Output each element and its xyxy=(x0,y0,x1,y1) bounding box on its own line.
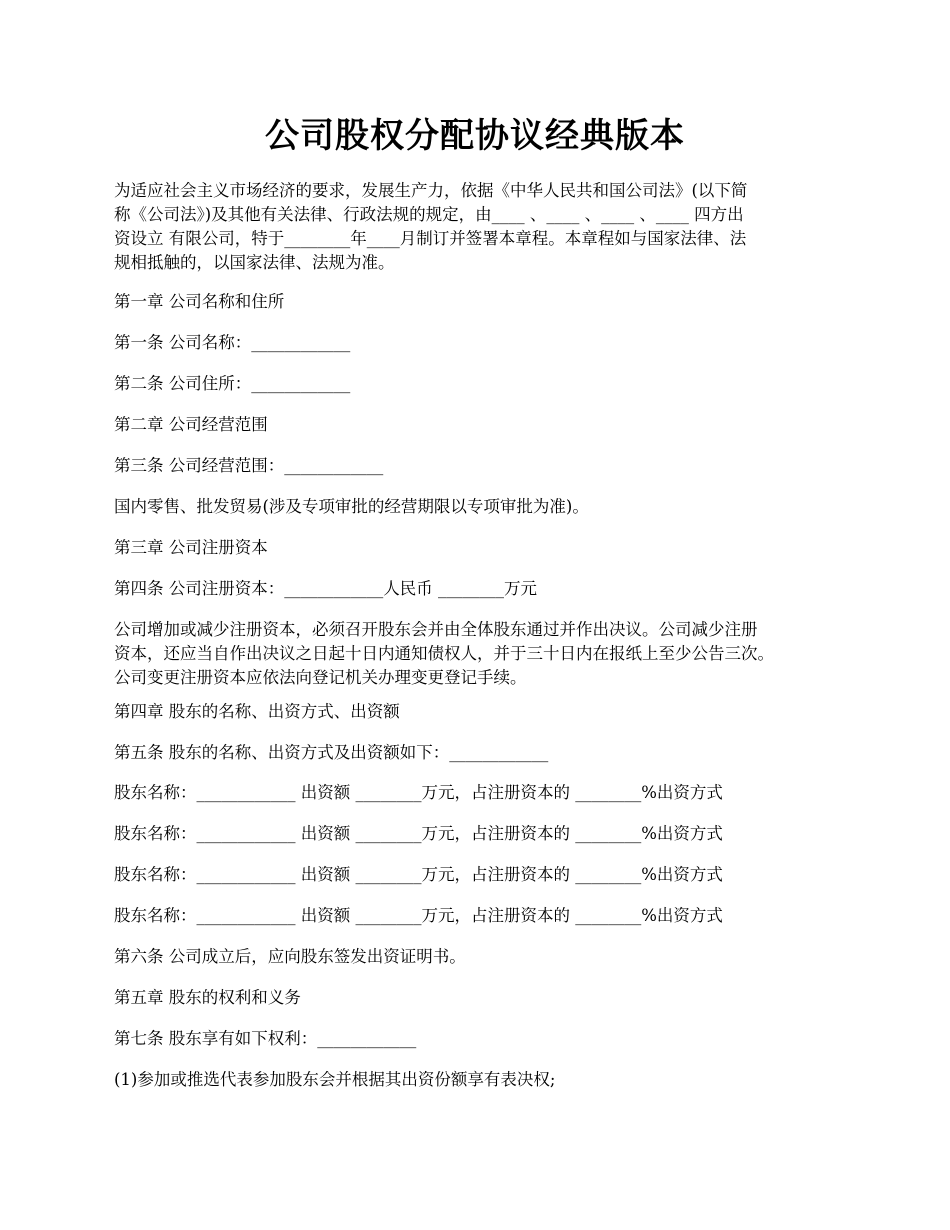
chapter-5-heading: 第五章 股东的权利和义务 xyxy=(114,988,301,1007)
shareholder-line: 股东名称：____________ 出资额 ________万元，占注册资本的 ________%出资方式 xyxy=(114,824,723,843)
intro-line: 资设立 有限公司，特于________年____月制订并签署本章程。本章程如与国家法律、法 xyxy=(114,229,747,248)
capital-change-paragraph xyxy=(114,618,854,690)
capital-line: 公司变更注册资本应依法向登记机关办理变更登记手续。 xyxy=(114,668,527,687)
chapter-2-heading: 第二章 公司经营范围 xyxy=(114,415,268,434)
right-item-1: (1)参加或推选代表参加股东会并根据其出资份额享有表决权; xyxy=(114,1070,556,1089)
business-scope-text: 国内零售、批发贸易(涉及专项审批的经营期限以专项审批为准)。 xyxy=(114,497,589,516)
chapter-1-heading: 第一章 公司名称和住所 xyxy=(114,292,285,311)
article-2: 第二条 公司住所：____________ xyxy=(114,374,351,393)
capital-line: 资本，还应当自作出决议之日起十日内通知债权人，并于三十日内在报纸上至少公告三次。 xyxy=(114,644,774,663)
intro-paragraph xyxy=(114,179,844,275)
capital-line: 公司增加或减少注册资本，必须召开股东会并由全体股东通过并作出决议。公司减少注册 xyxy=(114,620,758,639)
article-7: 第七条 股东享有如下权利：____________ xyxy=(114,1029,417,1048)
intro-line: 规相抵触的，以国家法律、法规为准。 xyxy=(114,253,395,272)
shareholder-line: 股东名称：____________ 出资额 ________万元，占注册资本的 ________%出资方式 xyxy=(114,783,723,802)
article-5: 第五条 股东的名称、出资方式及出资额如下：____________ xyxy=(114,743,549,762)
intro-line: 为适应社会主义市场经济的要求，发展生产力，依据《中华人民共和国公司法》(以下简 xyxy=(114,181,748,200)
shareholder-line: 股东名称：____________ 出资额 ________万元，占注册资本的 ________%出资方式 xyxy=(114,865,723,884)
shareholder-line: 股东名称：____________ 出资额 ________万元，占注册资本的 ________%出资方式 xyxy=(114,906,723,925)
article-6: 第六条 公司成立后，应向股东签发出资证明书。 xyxy=(114,947,466,966)
article-4: 第四条 公司注册资本：____________人民币 ________万元 xyxy=(114,579,537,598)
chapter-4-heading: 第四章 股东的名称、出资方式、出资额 xyxy=(114,702,400,721)
intro-line: 称《公司法》)及其他有关法律、行政法规的规定，由____ 、____ 、____ 、____ 四方出 xyxy=(114,205,744,224)
chapter-3-heading: 第三章 公司注册资本 xyxy=(114,538,268,557)
document-title: 公司股权分配协议经典版本 xyxy=(265,116,685,156)
article-3: 第三条 公司经营范围：____________ xyxy=(114,456,384,475)
article-1: 第一条 公司名称：____________ xyxy=(114,333,351,352)
